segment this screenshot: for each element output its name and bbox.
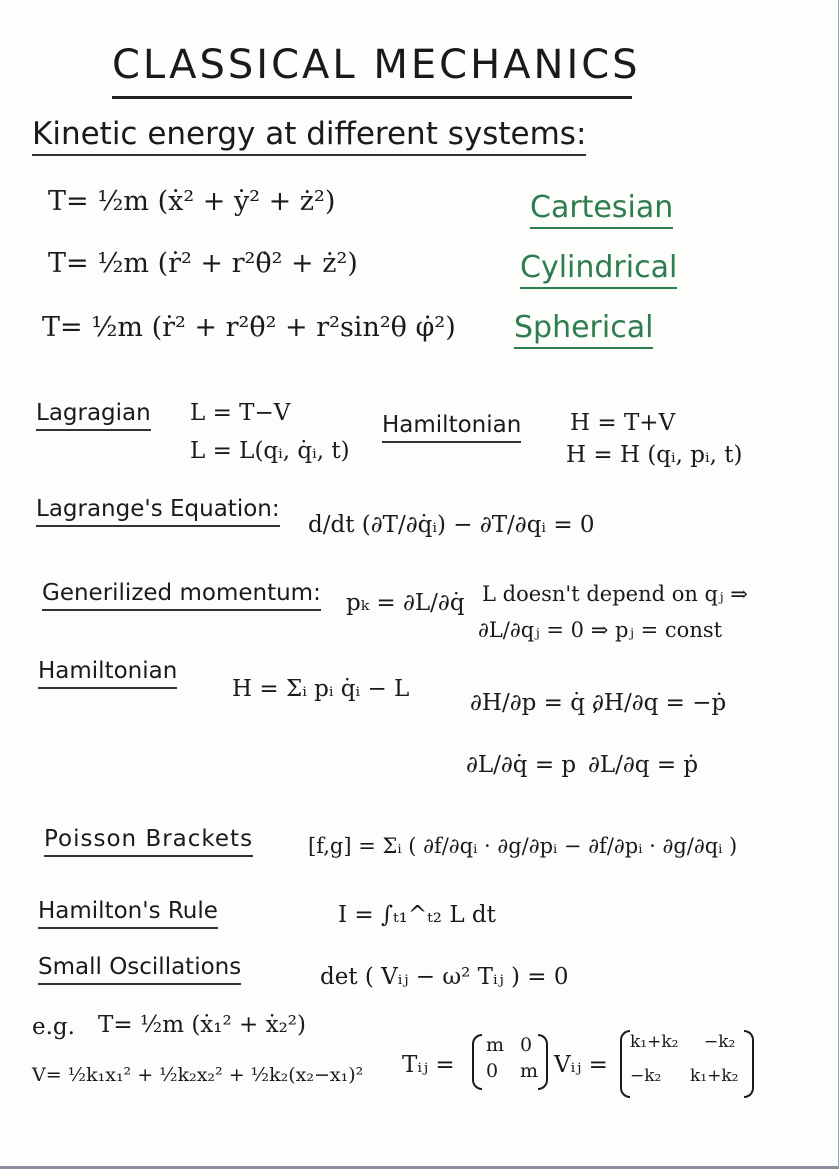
vij-label: Vᵢⱼ = <box>554 1052 608 1078</box>
kinetic-cylindrical-equation: T= ½m (ṙ² + r²θ̇² + ż²) <box>48 248 358 279</box>
cyclic-coordinate-note: L doesn't depend on qⱼ ⇒ <box>482 582 748 606</box>
hamilton-equation-q: ∂H/∂p = q̇ , <box>470 690 600 716</box>
spherical-label: Spherical <box>514 310 653 349</box>
vij-a21: −k₂ <box>630 1066 662 1086</box>
hamiltonian-legendre-equation: H = Σᵢ pᵢ q̇ᵢ − L <box>232 676 410 702</box>
generalized-momentum-label: Generilized momentum: <box>42 580 321 611</box>
poisson-brackets-equation: [f,g] = Σᵢ ( ∂f/∂qᵢ · ∂g/∂pᵢ − ∂f/∂pᵢ · ∂g/∂qᵢ ) <box>308 834 738 858</box>
kinetic-spherical-equation: T= ½m (ṙ² + r²θ̇² + r²sin²θ φ̇²) <box>42 312 456 343</box>
lagrange-equation: d/dt (∂T/∂q̇ᵢ) − ∂T/∂qᵢ = 0 <box>308 512 595 538</box>
hamiltonian-definition-label: Hamiltonian <box>382 412 521 443</box>
poisson-brackets-label: Poisson Brackets <box>44 826 253 857</box>
cartesian-label: Cartesian <box>530 190 673 229</box>
lagrangian-equation-2: L = L(qᵢ, q̇ᵢ, t) <box>190 438 350 464</box>
cylindrical-label: Cylindrical <box>520 250 677 289</box>
hamilton-equation-p: ∂H/∂q = −ṗ <box>592 690 727 716</box>
lagrangian-label: Lagragian <box>36 400 151 431</box>
generalized-momentum-equation: pₖ = ∂L/∂q̇ <box>346 590 465 616</box>
hamiltonian-equation-2: H = H (qᵢ, pᵢ, t) <box>566 442 743 468</box>
lagrangian-derivative-q: ∂L/∂q = ṗ <box>588 752 699 778</box>
lagrangian-equation-1: L = T−V <box>190 400 291 426</box>
tij-a21: 0 <box>486 1060 499 1082</box>
kinetic-cartesian-equation: T= ½m (ẋ² + ẏ² + ż²) <box>48 186 336 217</box>
hamiltonian-label: Hamiltonian <box>38 658 177 689</box>
action-integral: I = ∫ₜ₁^ₜ₂ L dt <box>338 902 496 928</box>
tij-label: Tᵢⱼ = <box>402 1052 455 1078</box>
conserved-momentum-note: ∂L/∂qⱼ = 0 ⇒ pⱼ = const <box>478 618 723 642</box>
vij-matrix <box>620 1030 754 1094</box>
tij-matrix <box>472 1034 548 1086</box>
example-prefix: e.g. <box>32 1014 75 1040</box>
lagrange-equation-label: Lagrange's Equation: <box>36 496 280 527</box>
page-title: CLASSICAL MECHANICS <box>112 42 632 99</box>
example-kinetic-energy: T= ½m (ẋ₁² + ẋ₂²) <box>98 1012 306 1038</box>
example-potential-energy: V= ½k₁x₁² + ½k₂x₂² + ½k₂(x₂−x₁)² <box>32 1064 364 1086</box>
vij-a22: k₁+k₂ <box>690 1066 739 1086</box>
section-heading: Kinetic energy at different systems: <box>32 116 586 156</box>
vij-a11: k₁+k₂ <box>630 1032 679 1052</box>
hamiltonian-equation-1: H = T+V <box>570 410 676 436</box>
secular-equation: det ( Vᵢⱼ − ω² Tᵢⱼ ) = 0 <box>320 964 569 990</box>
lagrangian-derivative-qdot: ∂L/∂q̇ = p <box>466 752 577 778</box>
tij-a22: m <box>520 1060 539 1082</box>
small-oscillations-label: Small Oscillations <box>38 954 241 985</box>
tij-a11: m <box>486 1034 505 1056</box>
vij-a12: −k₂ <box>704 1032 736 1052</box>
tij-a12: 0 <box>520 1034 533 1056</box>
hamiltons-rule-label: Hamilton's Rule <box>38 898 218 929</box>
